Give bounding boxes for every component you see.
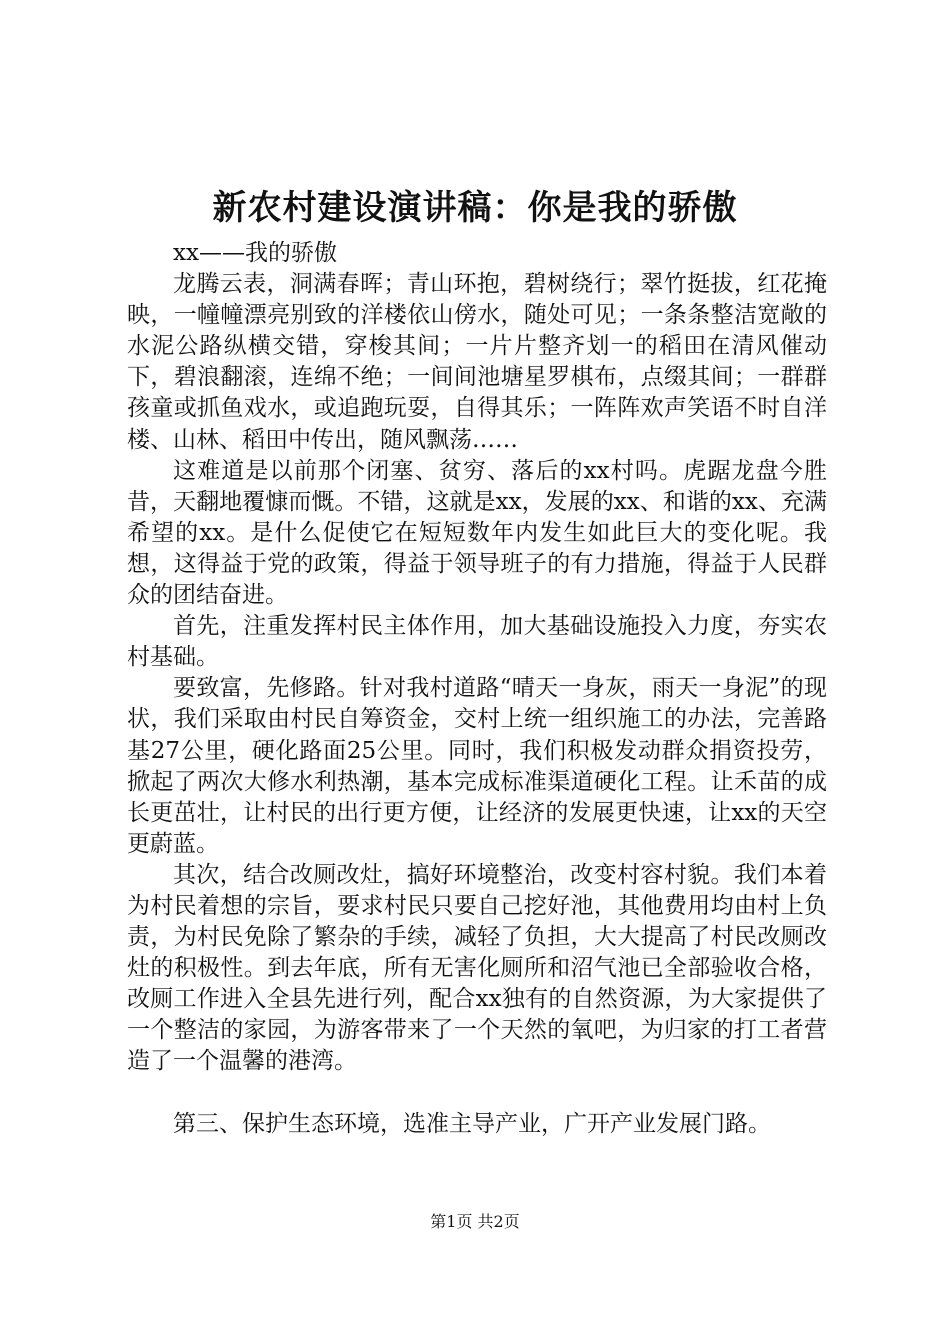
page-number-footer: 第1页 共2页 (430, 1212, 520, 1231)
paragraph-roads: 要致富，先修路。针对我村道路“晴天一身灰，雨天一身泥”的现状，我们采取由村民自筹资金，交村上统一组织施工的办法，完善路基27公里，硬化路面25公里。同时，我们积极发动群众捐资投劳，掀起了两次大修水利热潮，基本完成标准渠道硬化工程。让禾苗的成长更茁壮，让村民的出行更方便，让经济的发展更快速，让xx的天空更蔚蓝。 (127, 675, 827, 857)
document-title: 新农村建设演讲稿：你是我的骄傲 (212, 188, 738, 228)
paragraph-third-point: 第三、保护生态环境，选准主导产业，广开产业发展门路。 (173, 1110, 771, 1137)
paragraph-second-point: 其次，结合改厕改灶，搞好环境整治，改变村容村貌。我们本着为村民着想的宗旨，要求村民只要自己挖好池，其他费用均由村上负责，为村民免除了繁杂的手续，减轻了负担，大大提高了村民改厕改灶的积极性。到去年底，所有无害化厕所和沼气池已全部验收合格，改厕工作进入全县先进行列，配合xx独有的自然资源，为大家提供了一个整洁的家园，为游客带来了一个天然的氧吧，为归家的打工者营造了一个温馨的港湾。 (127, 861, 827, 1075)
paragraph-subtitle: xx——我的骄傲 (173, 240, 337, 266)
paragraph-change: 这难道是以前那个闭塞、贫穷、落后的xx村吗。虎踞龙盘今胜昔，天翻地覆慷而慨。不错，这就是xx，发展的xx、和谐的xx、充满希望的xx。是什么促使它在短短数年内发生如此巨大的变化呢。我想，这得益于党的政策，得益于领导班子的有力措施，得益于人民群众的团结奋进。 (127, 457, 827, 609)
paragraph-first-point: 首先，注重发挥村民主体作用，加大基础设施投入力度，夯实农村基础。 (127, 613, 827, 671)
document-body (127, 238, 827, 1140)
paragraph-scenery: 龙腾云表，洞满春晖；青山环抱，碧树绕行；翠竹挺拔，红花掩映，一幢幢漂亮别致的洋楼依山傍水，随处可见；一条条整洁宽敞的水泥公路纵横交错，穿梭其间；一片片整齐划一的稻田在清风催动下，碧浪翻滚，连绵不绝；一间间池塘星罗棋布，点缀其间；一群群孩童或抓鱼戏水，或追跑玩耍，自得其乐；一阵阵欢声笑语不时自洋楼、山林、稻田中传出，随风飘荡…… (127, 271, 827, 453)
